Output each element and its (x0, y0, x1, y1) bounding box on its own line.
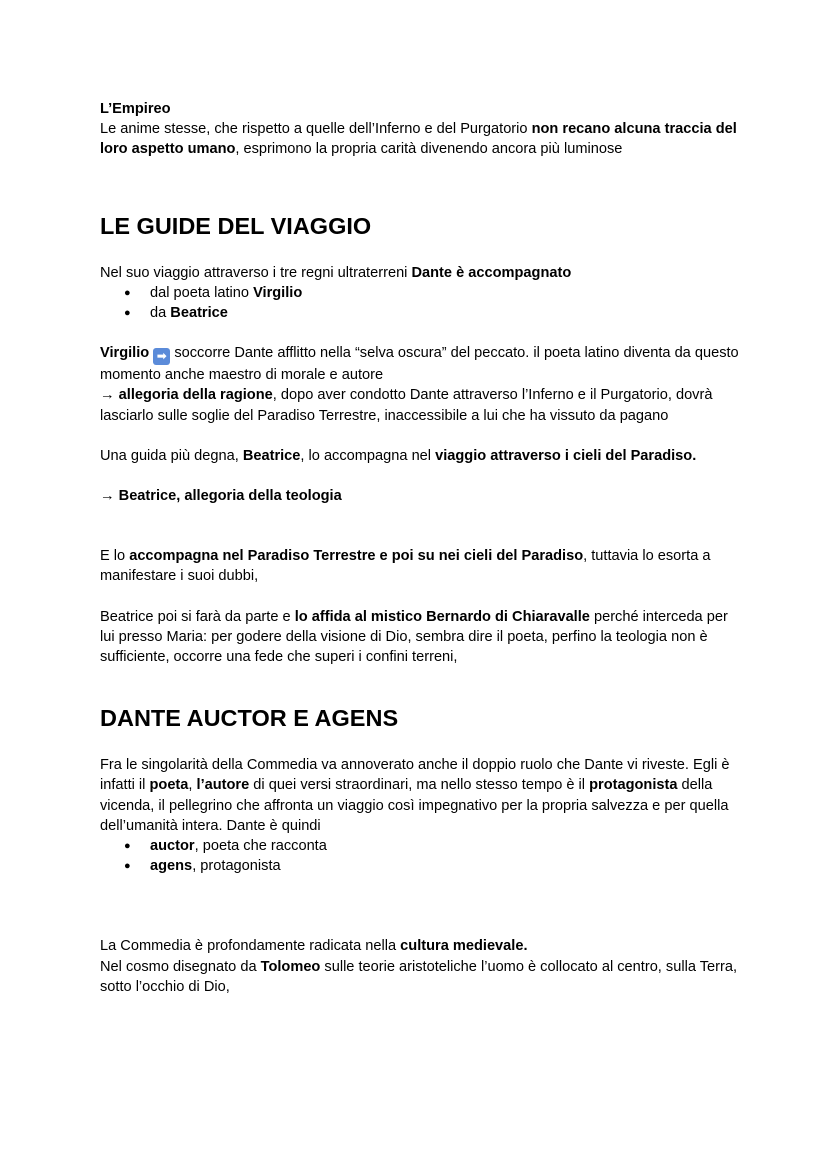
bernardo-paragraph: Beatrice poi si farà da parte e lo affida al mistico Bernardo di Chiaravalle perché interceda per lui presso Maria: per godere della visione di Dio, sembra dire il poeta, perfino la teologia non è sufficiente, occorre una fede che superi i confini terreni, (100, 608, 728, 666)
allegoria-ragione-paragraph: → allegoria della ragione, dopo aver condotto Dante attraverso l’Inferno e il Purgatorio, dovrà lasciarlo sulle soglie del Paradiso Terrestre, inaccessibile a lui che ha vissuto da pagano (100, 387, 713, 424)
guide-intro: Nel suo viaggio attraverso i tre regni ultraterreni Dante è accompagnato (100, 264, 572, 281)
auctor-list (100, 836, 740, 876)
right-arrow-icon: ➡ (153, 348, 170, 365)
heading-dante-auctor-e-agens: DANTE AUCTOR E AGENS (100, 705, 399, 732)
empireo-title: L’Empireo (100, 101, 171, 117)
list-item: ● agens, protagonista (100, 856, 740, 876)
list-item: ● da Beatrice (100, 303, 740, 323)
cultura-paragraph-2: Nel cosmo disegnato da Tolomeo sulle teorie aristoteliche l’uomo è collocato al centro, sulla Terra, sotto l’occhio di Dio, (100, 958, 738, 995)
bullet-icon: ● (124, 860, 131, 873)
bullet-icon: ● (124, 307, 131, 320)
cultura-paragraph-1: La Commedia è profondamente radicata nella cultura medievale. (100, 938, 528, 955)
guide-list (100, 283, 740, 323)
heading-guide-del-viaggio: LE GUIDE DEL VIAGGIO (100, 212, 372, 239)
empireo-paragraph: Le anime stesse, che rispetto a quelle dell’Inferno e del Purgatorio non recano alcuna traccia del loro aspetto umano, esprimono la propria carità divenendo ancora più luminose (100, 121, 737, 158)
list-item: ● auctor, poeta che racconta (100, 836, 740, 856)
document-page (100, 99, 740, 997)
list-item: ● dal poeta latino Virgilio (100, 283, 740, 303)
bullet-icon: ● (124, 286, 131, 299)
bullet-icon: ● (124, 840, 131, 853)
teologia-line: → Beatrice, allegoria della teologia (100, 488, 342, 505)
beatrice-paragraph: Una guida più degna, Beatrice, lo accompagna nel viaggio attraverso i cieli del Paradiso. (100, 447, 697, 464)
auctor-paragraph: Fra le singolarità della Commedia va annoverato anche il doppio ruolo che Dante vi riveste. Egli è infatti il poeta, l’autore di quei versi straordinari, ma nello stesso tempo è il protagonista della vicenda, il pellegrino che affronta un viaggio così impegnativo per la propria salvezza e per quella dell’umanità intera. Dante è quindi (100, 757, 730, 834)
virgilio-paragraph: Virgilio ➡ soccorre Dante afflitto nella “selva oscura” del peccato. il poeta latino diventa da questo momento anche maestro di morale e autore (100, 345, 739, 384)
accompagna-paragraph: E lo accompagna nel Paradiso Terrestre e poi su nei cieli del Paradiso, tuttavia lo esorta a manifestare i suoi dubbi, (100, 548, 711, 585)
